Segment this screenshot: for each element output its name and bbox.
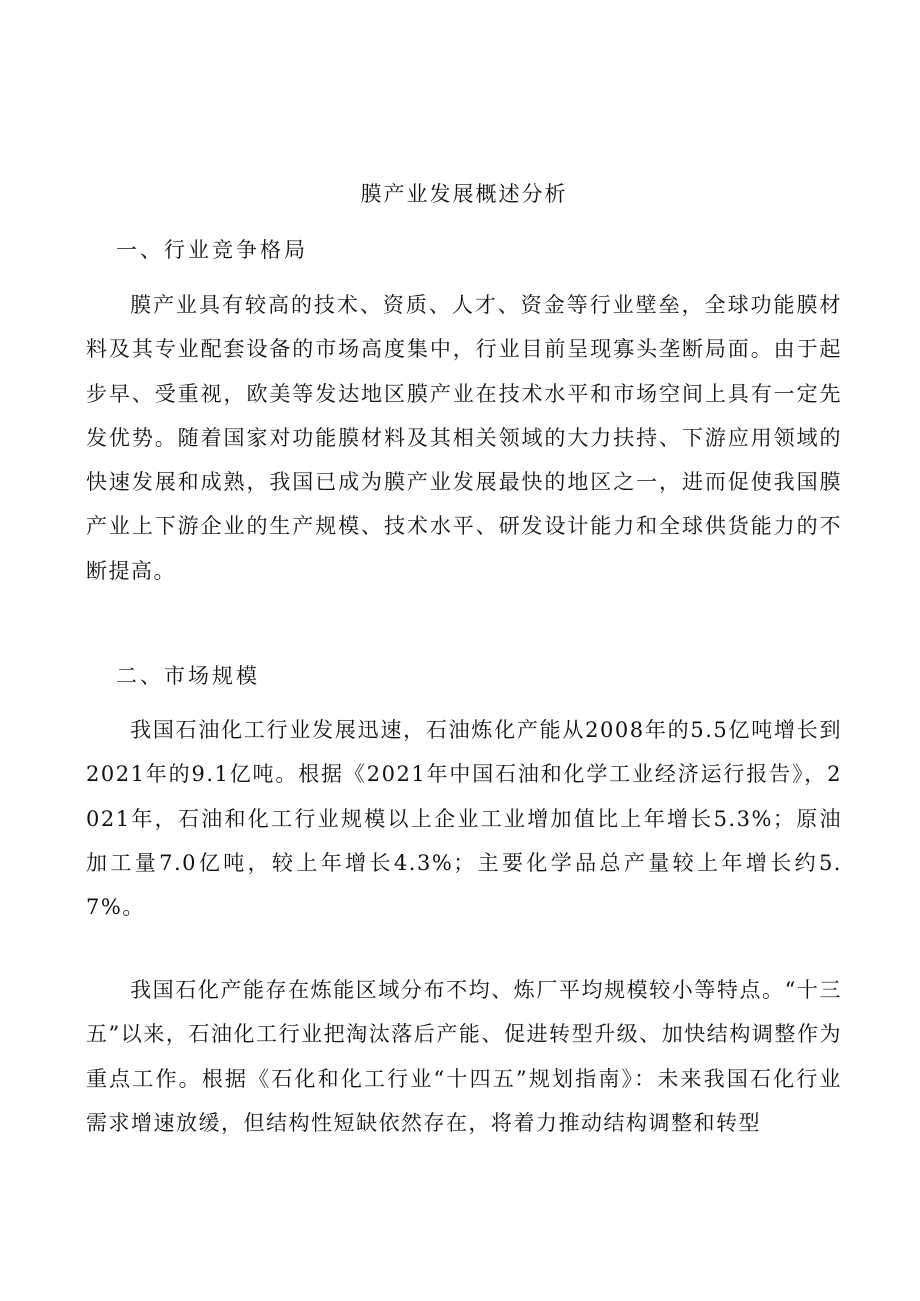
paragraph-market-size-2: 我国石化产能存在炼能区域分布不均、炼厂平均规模较小等特点。“十三五”以来，石油化工行业把淘汰落后产能、促进转型升级、加快结构调整作为重点工作。根据《石化和化工行业“十四五”规划指南》：未来我国石化行业需求增速放缓，但结构性短缺依然存在，将着力推动结构调整和转型 (86, 978, 842, 1135)
paragraph-market-size-1: 我国石油化工行业发展迅速，石油炼化产能从2008年的5.5亿吨增长到2021年的9.1亿吨。根据《2021年中国石油和化学工业经济运行报告》，2021年，石油和化工行业规模以上企业工业增加值比上年增长5.3%；原油加工量7.0亿吨，较上年增长4.3%；主要化学品总产量较上年增长约5.7%。 (86, 718, 842, 920)
document-title: 膜产业发展概述分析 (360, 182, 568, 206)
paragraph-competition: 膜产业具有较高的技术、资质、人才、资金等行业壁垒，全球功能膜材料及其专业配套设备的市场高度集中，行业目前呈现寡头垄断局面。由于起步早、受重视，欧美等发达地区膜产业在技术水平和市场空间上具有一定先发优势。随着国家对功能膜材料及其相关领域的大力扶持、下游应用领域的快速发展和成熟，我国已成为膜产业发展最快的地区之一，进而促使我国膜产业上下游企业的生产规模、技术水平、研发设计能力和全球供货能力的不断提高。 (86, 293, 842, 583)
section-heading-market-size: 二、市场规模 (116, 664, 260, 688)
section-heading-competition: 一、行业竞争格局 (116, 238, 308, 262)
